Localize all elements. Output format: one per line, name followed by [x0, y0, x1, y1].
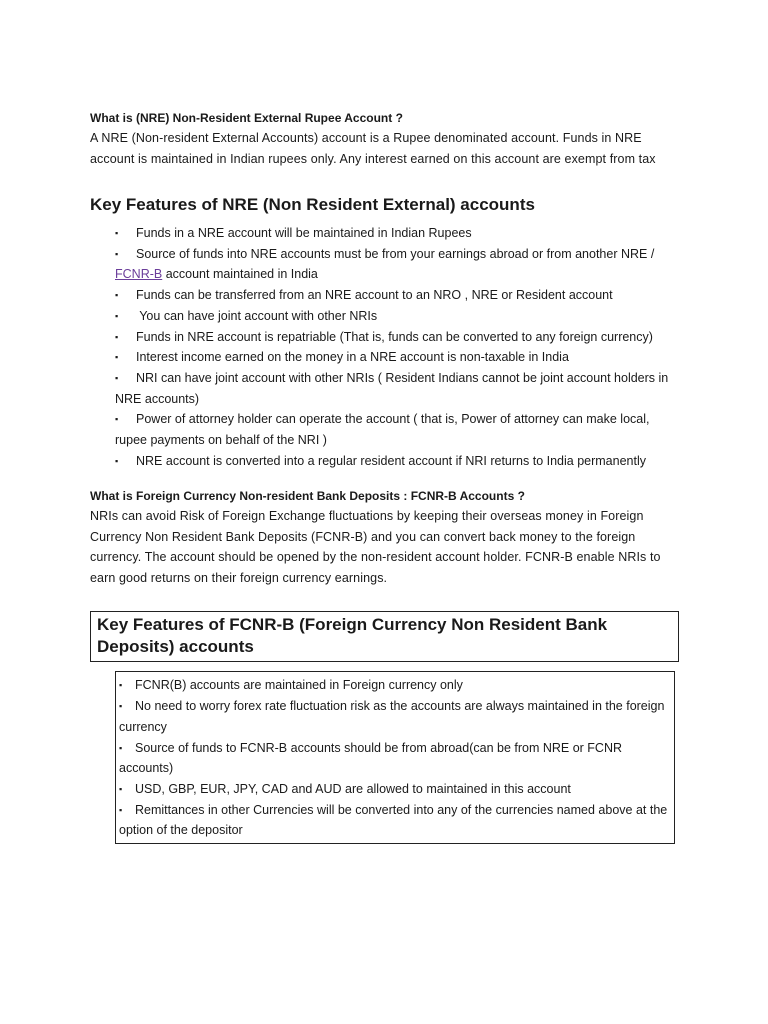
fcnr-features-list: [119, 675, 674, 841]
nre-question-heading: What is (NRE) Non-Resident External Rupee Account ?: [90, 111, 403, 125]
bullet-icon: ▪: [119, 742, 123, 753]
document-page: [90, 110, 680, 844]
list-item: ▪ Funds in NRE account is repatriable (That is, funds can be converted to any foreign currency): [115, 327, 680, 348]
list-item: ▪ Remittances in other Currencies will be converted into any of the currencies named above at the option of the depositor: [119, 800, 674, 841]
bullet-icon: ▪: [119, 701, 123, 712]
bullet-icon: ▪: [119, 783, 123, 794]
fcnr-features-box: [115, 671, 675, 844]
list-item: ▪ Power of attorney holder can operate the account ( that is, Power of attorney can make local, rupee payments on behalf of the NRI ): [115, 409, 680, 450]
list-item: ▪ Source of funds to FCNR-B accounts should be from abroad(can be from NRE or FCNR accounts): [119, 738, 674, 779]
list-item: ▪ Source of funds into NRE accounts must be from your earnings abroad or from another NRE / FCNR-B account maintained in India: [115, 244, 680, 285]
bullet-icon: ▪: [115, 228, 119, 238]
list-item: ▪ No need to worry forex rate fluctuation risk as the accounts are always maintained in the foreign currency: [119, 696, 674, 737]
bullet-icon: ▪: [119, 680, 123, 691]
list-item: ▪ FCNR(B) accounts are maintained in Foreign currency only: [119, 675, 674, 696]
bullet-icon: ▪: [115, 290, 119, 301]
bullet-icon: ▪: [119, 804, 123, 815]
list-item: ▪ NRE account is converted into a regular resident account if NRI returns to India permanently: [115, 451, 680, 472]
list-item: ▪ Interest income earned on the money in a NRE account is non-taxable in India: [115, 347, 680, 368]
list-item: ▪ Funds can be transferred from an NRE account to an NRO , NRE or Resident account: [115, 285, 680, 306]
list-item: ▪ You can have joint account with other NRIs: [115, 306, 680, 327]
nre-answer-paragraph: A NRE (Non-resident External Accounts) account is a Rupee denominated account. Funds in NRE account is maintained in Indian rupees only. Any interest earned on this account are exempt from tax: [90, 131, 656, 166]
list-item: ▪ Funds in a NRE account will be maintained in Indian Rupees: [115, 223, 680, 244]
bullet-icon: ▪: [115, 352, 119, 363]
bullet-icon: ▪: [115, 455, 119, 466]
fcnr-features-heading: Key Features of FCNR-B (Foreign Currency Non Resident Bank Deposits) accounts: [90, 611, 679, 662]
bullet-icon: ▪: [115, 414, 119, 425]
fcnr-answer-paragraph: NRIs can avoid Risk of Foreign Exchange fluctuations by keeping their overseas money in Foreign Currency Non Resident Bank Deposits (FCNR-B) and you can convert back money to the foreign currency. The account should be opened by the non-resident account holder. FCNR-B enable NRIs to earn good returns on their foreign currency earnings.: [90, 509, 661, 585]
fcnr-b-link[interactable]: FCNR-B: [115, 267, 163, 282]
bullet-icon: ▪: [115, 248, 119, 259]
nre-features-list: [90, 223, 680, 471]
bullet-icon: ▪: [115, 331, 119, 342]
nre-features-heading: Key Features of NRE (Non Resident External) accounts: [90, 195, 535, 214]
bullet-icon: ▪: [115, 310, 119, 321]
list-item: ▪ NRI can have joint account with other NRIs ( Resident Indians cannot be joint account holders in NRE accounts): [115, 368, 680, 409]
fcnr-question-heading: What is Foreign Currency Non-resident Bank Deposits : FCNR-B Accounts ?: [90, 489, 525, 504]
list-item: ▪ USD, GBP, EUR, JPY, CAD and AUD are allowed to maintained in this account: [119, 779, 674, 800]
bullet-icon: ▪: [115, 372, 119, 383]
